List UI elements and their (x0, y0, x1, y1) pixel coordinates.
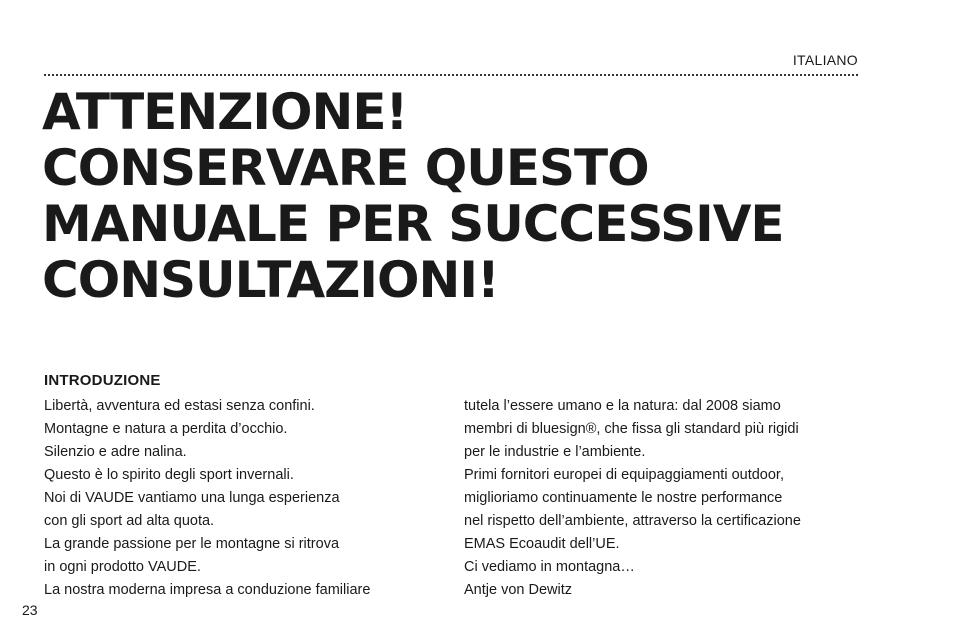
dotted-divider (44, 74, 858, 76)
intro-left-column (44, 395, 370, 602)
text-line: tutela l’essere umano e la natura: dal 2008 siamo (464, 398, 781, 414)
title-line: CONSULTAZIONI! (42, 251, 499, 309)
text-line: Noi di VAUDE vantiamo una lunga esperienza (44, 490, 340, 506)
section-heading-introduction: INTRODUZIONE (44, 372, 161, 389)
text-line: membri di bluesign®, che fissa gli standard più rigidi (464, 421, 799, 437)
text-line: Montagne e natura a perdita d’occhio. (44, 421, 288, 437)
title-line: MANUALE PER SUCCESSIVE (42, 195, 784, 253)
text-line: nel rispetto dell’ambiente, attraverso la certificazione (464, 513, 801, 529)
text-line: Questo è lo spirito degli sport invernali. (44, 467, 294, 483)
intro-right-column (464, 395, 801, 602)
text-line: Primi fornitori europei di equipaggiamenti outdoor, (464, 467, 784, 483)
language-label: ITALIANO (792, 52, 858, 68)
page-number: 23 (22, 602, 38, 618)
text-line: miglioriamo continuamente le nostre performance (464, 490, 783, 506)
signature-name: Antje von Dewitz (464, 582, 572, 598)
page-title (42, 84, 784, 308)
text-line: Libertà, avventura ed estasi senza confini. (44, 398, 315, 414)
text-line: La nostra moderna impresa a conduzione familiare (44, 582, 371, 598)
text-line: con gli sport ad alta quota. (44, 513, 215, 529)
title-line: ATTENZIONE! (42, 83, 408, 141)
text-line: La grande passione per le montagne si ritrova (44, 536, 340, 552)
text-line: Silenzio e adre nalina. (44, 444, 187, 460)
text-line: EMAS Ecoaudit dell’UE. (464, 536, 620, 552)
text-line: per le industrie e l’ambiente. (464, 444, 646, 460)
title-line: CONSERVARE QUESTO (42, 139, 649, 197)
text-line: in ogni prodotto VAUDE. (44, 559, 201, 575)
text-line: Ci vediamo in montagna… (464, 559, 635, 575)
